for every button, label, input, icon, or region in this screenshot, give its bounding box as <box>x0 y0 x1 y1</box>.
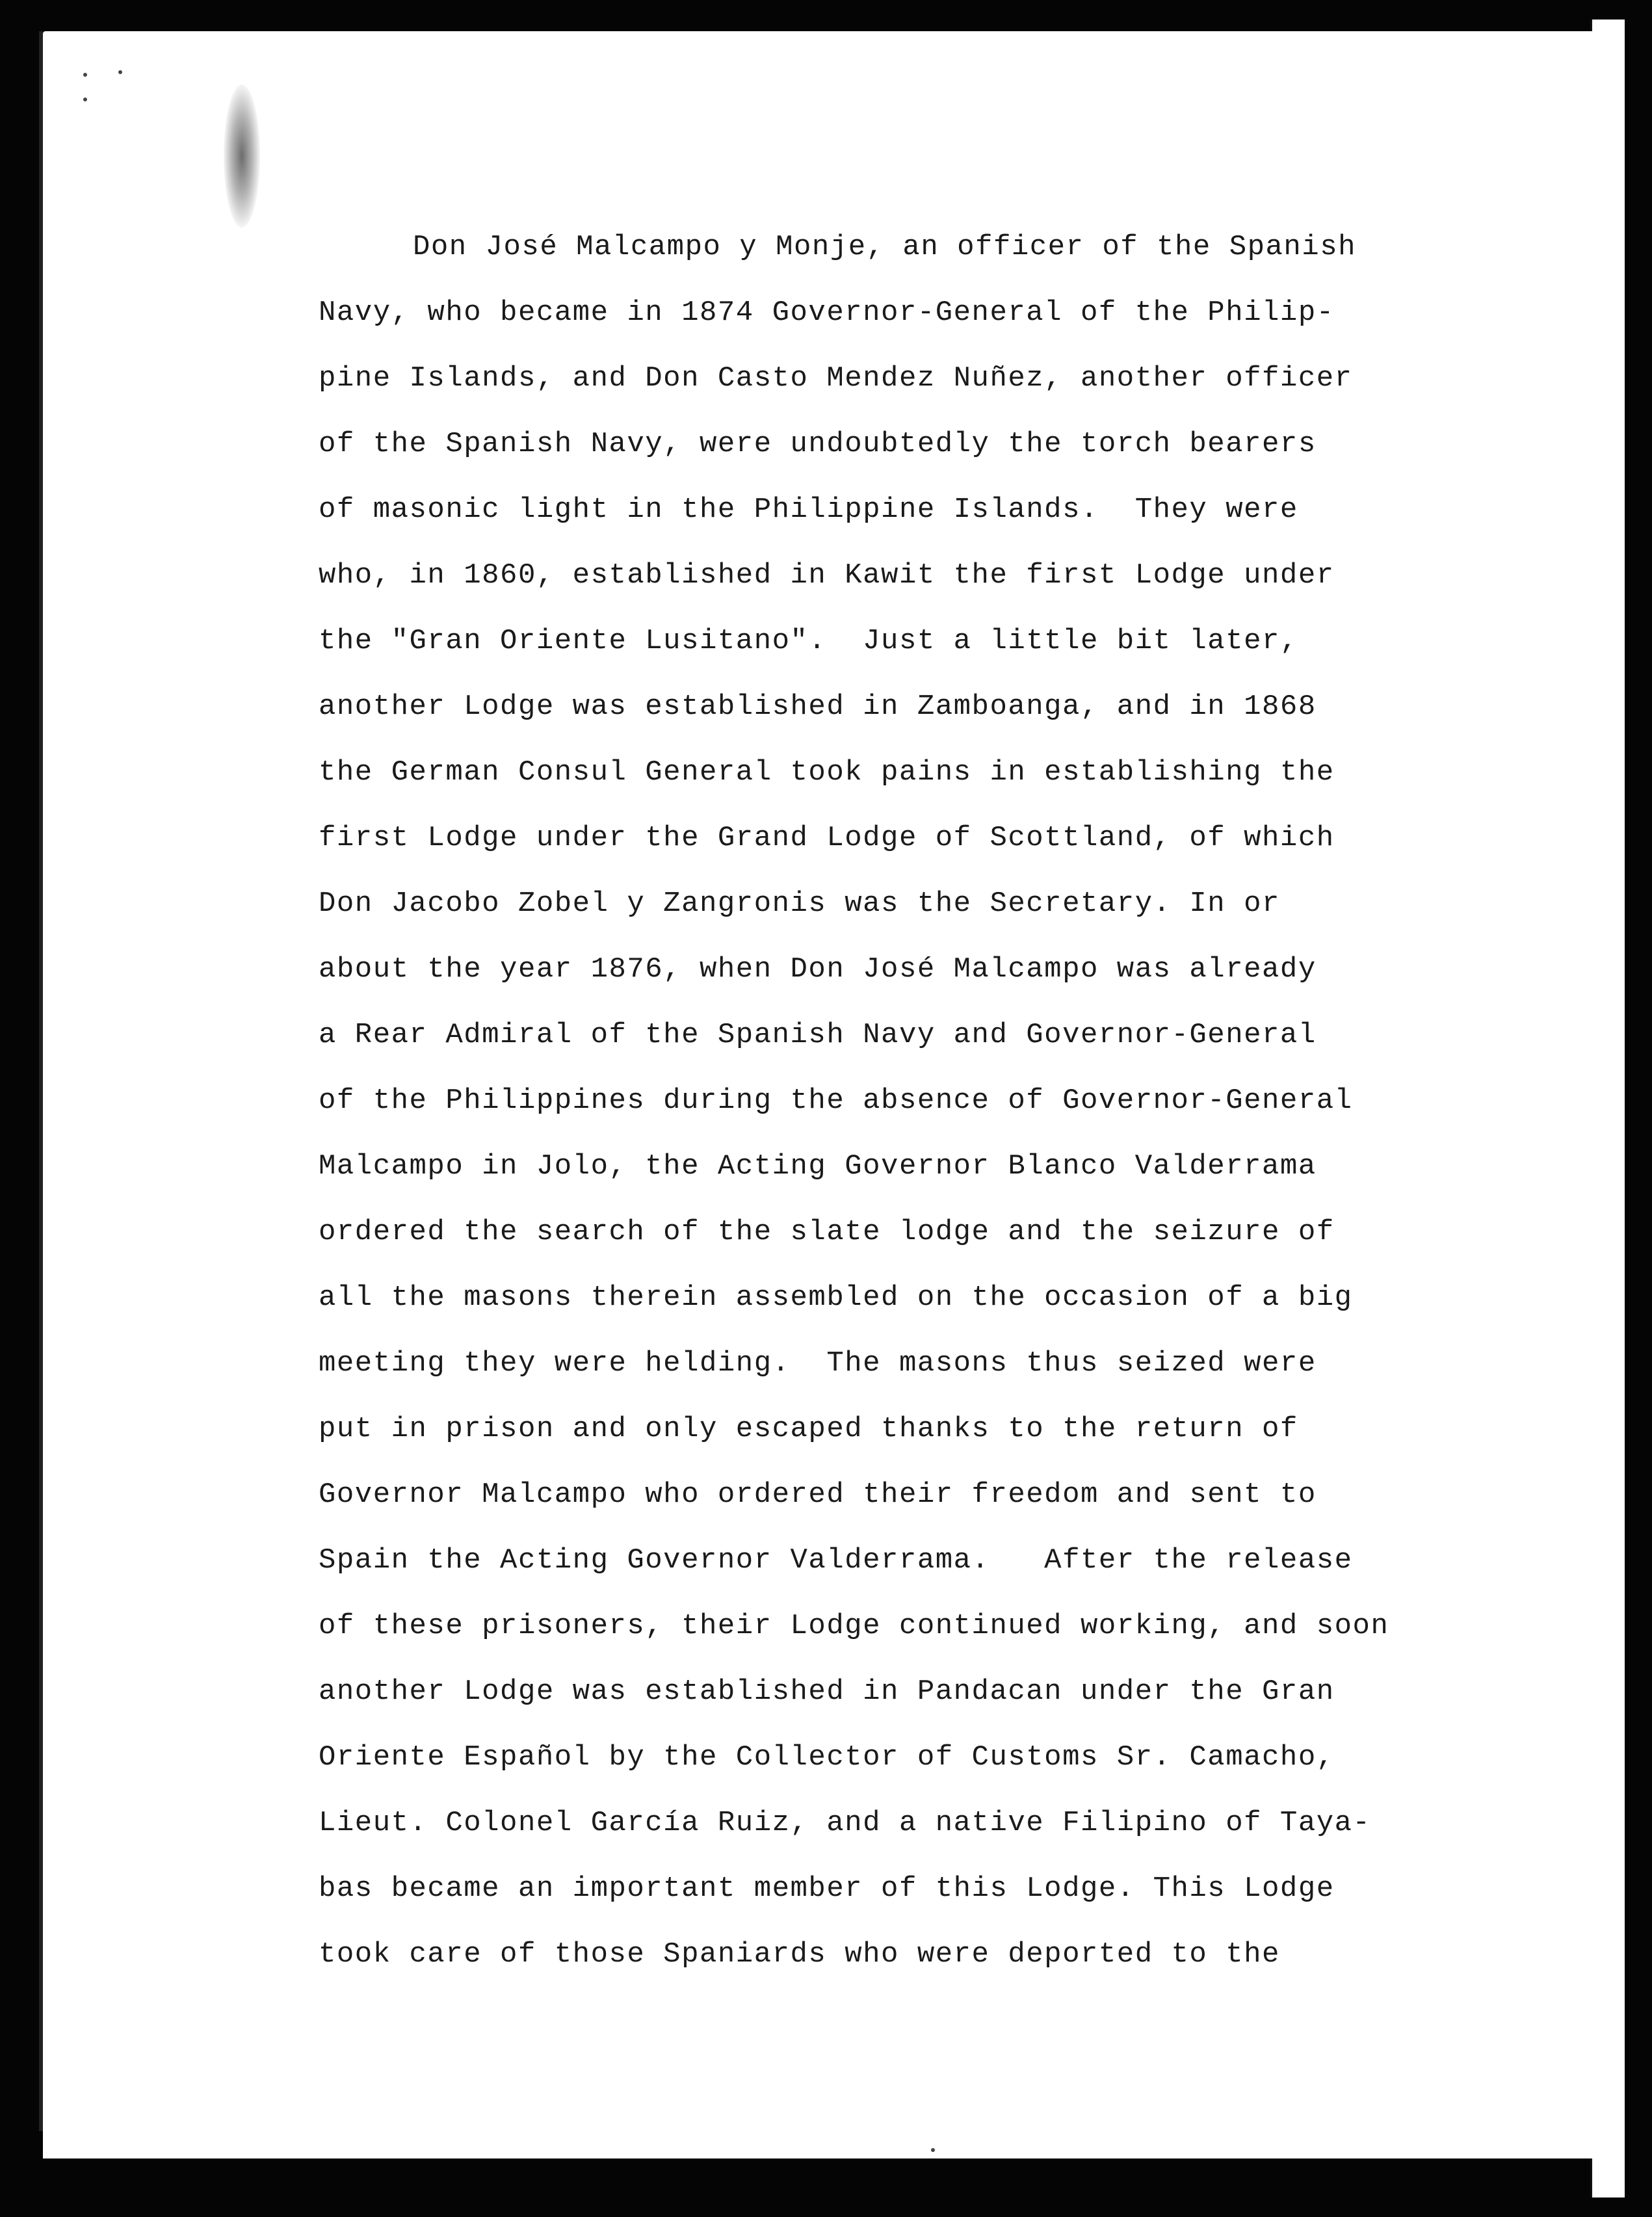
text-line: Don José Malcampo y Monje, an officer of the Spanish <box>413 231 1357 263</box>
text-line: Governor Malcampo who ordered their freedom and sent to <box>319 1478 1317 1511</box>
speck <box>931 2148 935 2152</box>
text-line: first Lodge under the Grand Lodge of Scottland, of which <box>319 822 1335 854</box>
text-line: Malcampo in Jolo, the Acting Governor Blanco Valderrama <box>319 1150 1317 1183</box>
text-line: the "Gran Oriente Lusitano". Just a little bit later, <box>319 625 1298 657</box>
text-line: Don Jacobo Zobel y Zangronis was the Secretary. In or <box>319 887 1280 920</box>
text-line: ordered the search of the slate lodge and the seizure of <box>319 1216 1335 1248</box>
speck <box>83 98 87 101</box>
text-line: of these prisoners, their Lodge continued working, and soon <box>319 1610 1389 1642</box>
page-bottom-strip <box>43 2106 1623 2158</box>
text-line: of the Philippines during the absence of Governor-General <box>319 1084 1353 1117</box>
text-line: of the Spanish Navy, were undoubtedly the torch bearers <box>319 428 1317 460</box>
text-line: all the masons therein assembled on the occasion of a big <box>319 1281 1353 1314</box>
text-line: about the year 1876, when Don José Malcampo was already <box>319 953 1317 986</box>
text-line: meeting they were helding. The masons thus seized were <box>319 1347 1317 1380</box>
text-line: Navy, who became in 1874 Governor-General of the Philip- <box>319 296 1335 329</box>
page-left-edge <box>39 31 43 2131</box>
text-line: bas became an important member of this Lodge. This Lodge <box>319 1872 1335 1905</box>
text-line: who, in 1860, established in Kawit the first Lodge under <box>319 559 1335 592</box>
text-line: another Lodge was established in Zamboanga, and in 1868 <box>319 690 1317 723</box>
ink-smudge <box>224 85 260 228</box>
text-line: pine Islands, and Don Casto Mendez Nuñez, another officer <box>319 362 1353 395</box>
text-line: of masonic light in the Philippine Islands. They were <box>319 493 1298 526</box>
speck <box>83 73 87 77</box>
text-line: Oriente Español by the Collector of Customs Sr. Camacho, <box>319 1741 1335 1774</box>
text-line: Lieut. Colonel García Ruiz, and a native Filipino of Taya- <box>319 1807 1371 1839</box>
text-line: a Rear Admiral of the Spanish Navy and Governor-General <box>319 1019 1317 1051</box>
text-line: the German Consul General took pains in establishing the <box>319 756 1335 789</box>
text-line: took care of those Spaniards who were deported to the <box>319 1938 1280 1971</box>
text-line: put in prison and only escaped thanks to the return of <box>319 1413 1298 1445</box>
text-line: Spain the Acting Governor Valderrama. After the release <box>319 1544 1353 1577</box>
typed-text-body <box>319 215 1476 1987</box>
speck <box>118 70 122 74</box>
text-line: another Lodge was established in Pandacan under the Gran <box>319 1675 1335 1708</box>
